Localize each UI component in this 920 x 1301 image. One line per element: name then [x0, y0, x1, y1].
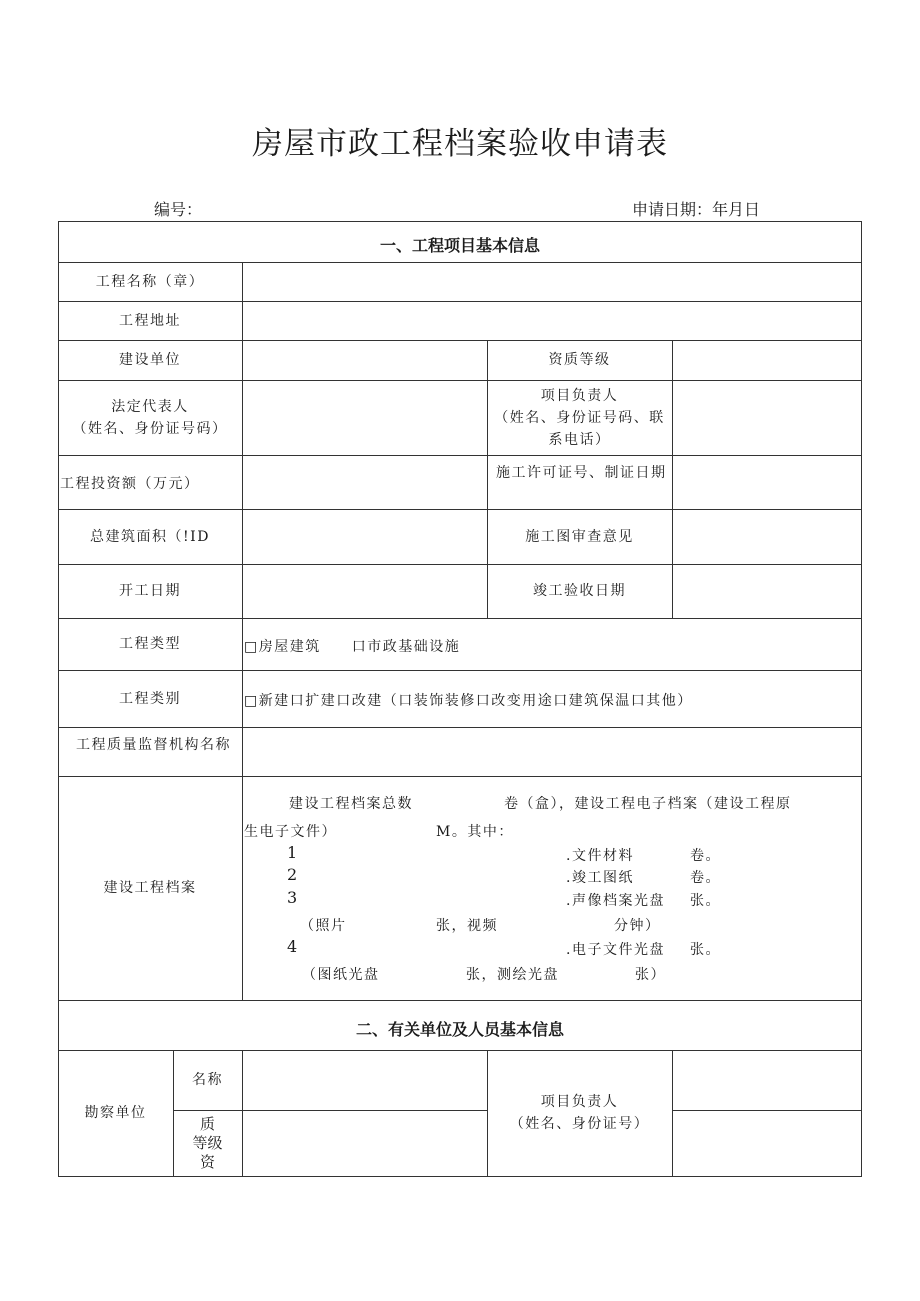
qualification-grade-label: 资质等级	[548, 352, 611, 368]
archives-label: 建设工程档案	[103, 880, 197, 896]
project-manager-line1: 项目负责人	[540, 387, 619, 404]
survey-unit-name-label: 名称	[192, 1072, 223, 1088]
survey-unit-label: 勘察单位	[84, 1105, 147, 1121]
drawing-review-label: 施工图审查意见	[525, 528, 634, 545]
legal-representative-line2: （姓名、身份证号码）	[72, 420, 228, 437]
survey-pm-line2: （姓名、身份证号）	[509, 1116, 650, 1132]
archives-of-which-text: M。其中：	[436, 824, 514, 840]
project-manager-label	[487, 380, 672, 455]
legal-representative-label	[58, 380, 242, 455]
item-2-text: .竣工图纸	[566, 870, 634, 886]
survey-pm-line1: 项目负责人	[540, 1094, 619, 1110]
project-type-options[interactable]: □房屋建筑 口市政基础设施	[244, 639, 461, 655]
quality-supervision-label: 工程质量监督机构名称	[76, 737, 231, 753]
survey-project-manager-label	[487, 1050, 672, 1176]
item-1-text: .文件材料	[566, 848, 634, 864]
archives-native-files-text: 生电子文件）	[244, 824, 337, 840]
total-area-label: 总建筑面积（!ID	[90, 528, 210, 545]
item-3-text: .声像档案光盘	[566, 893, 665, 909]
project-category-options[interactable]: □新建口扩建口改建（口装饰装修口改变用途口建筑保温口其他）	[244, 693, 693, 709]
page-title: 房屋市政工程档案验收申请表	[252, 126, 668, 162]
project-manager-line2: （姓名、身份证号码、联	[494, 409, 665, 426]
investment-label: 工程投资额（万元）	[60, 476, 200, 492]
completion-date-label: 竣工验收日期	[533, 583, 626, 599]
video-unit-text: 分钟）	[614, 918, 661, 934]
project-manager-line3: 系电话）	[548, 431, 611, 448]
item-3-number: 3	[287, 888, 298, 907]
legal-representative-line1: 法定代表人	[111, 398, 189, 415]
item-1-unit: 卷。	[690, 848, 721, 864]
project-address-label: 工程地址	[119, 312, 181, 329]
item-4-text: .电子文件光盘	[566, 942, 665, 958]
construction-unit-label: 建设单位	[119, 352, 181, 368]
archives-total-text: 建设工程档案总数	[289, 796, 413, 812]
item-3-unit: 张。	[690, 893, 721, 909]
item-4-number: 4	[287, 937, 298, 956]
permit-label: 施工许可证号、制证日期	[496, 465, 667, 481]
application-date-label: 申请日期：年月日	[632, 200, 761, 219]
project-category-label: 工程类别	[119, 690, 181, 707]
start-date-label: 开工日期	[119, 583, 181, 599]
item-2-unit: 卷。	[690, 870, 721, 886]
survey-unit-qualification-label: 质 等级 资	[192, 1114, 223, 1171]
section-2-title: 二、有关单位及人员基本信息	[355, 1020, 564, 1039]
drawing-disc-unit-text: 张，测绘光盘	[466, 967, 559, 983]
photo-unit-text: 张，视频	[436, 918, 498, 934]
item-4-unit: 张。	[690, 942, 721, 958]
section-1-title: 一、工程项目基本信息	[379, 236, 540, 255]
drawing-disc-text: （图纸光盘	[302, 967, 380, 983]
photo-text: （照片	[300, 918, 347, 934]
item-1-number: 1	[287, 843, 298, 862]
survey-disc-unit-text: 张）	[635, 967, 666, 983]
archives-electronic-text: 卷（盒），建设工程电子档案（建设工程原	[504, 796, 792, 812]
project-type-label: 工程类型	[119, 636, 181, 652]
number-label: 编号：	[154, 200, 203, 219]
item-2-number: 2	[287, 865, 298, 884]
project-name-label: 工程名称（章）	[95, 273, 205, 290]
